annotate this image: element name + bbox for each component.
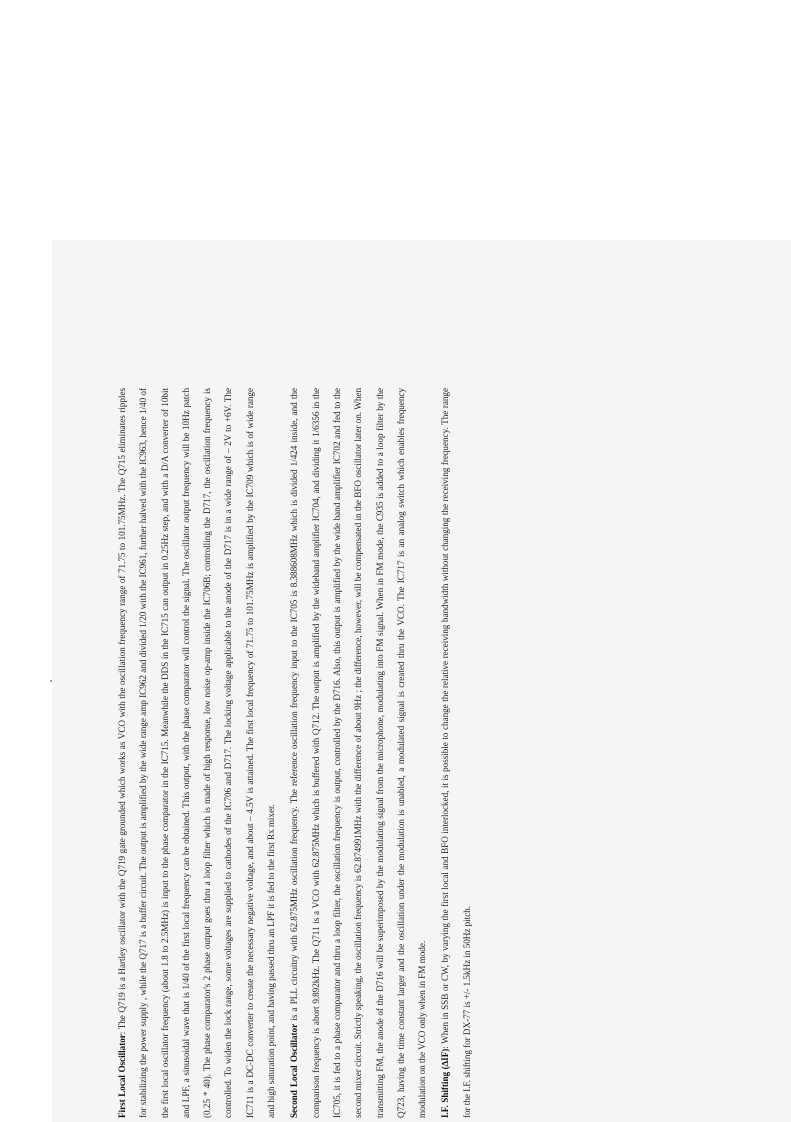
paragraph-body: is a PLL circuitry with 62.875MHz oscillation frequency. The reference oscillation frequency input to the IC705 is 8.388608MHz which is divided 1/424 inside, and the comparison frequency is abort 9.892kHz. The Q711 is a VCO with 62.875MHz which is buffered with Q712. The output is amplified by the wideband amplifier IC704, and dividing it 1/6356 in the IC705, it is fed to a phase comparator and thru a loop filter, the oscillation frequency is output, controlled by the D716. Also, this output is amplified by the wide band amplifier IC702 and fed to the second mixer circuit. Strictly speaking, the oscillation frequency is 62.874991MHz with the difference of about 9Hz ; the difference, however, will be compensated in the BFO oscillator later on. When transmitting FM, the anode of the D716 will be superimposed by the modulating signal from the microphone, modulating into FM signal. When in FM mode, the C935 is added to a loop filter by the Q723, having the time constant larger and the oscillation under the modulation is unabled, a modulated signal is created thru the VCO. The IC717 is an analog switch which enables frequency modulation on the VCO only when in FM mode. (289, 388, 428, 1118)
paragraph-if-shifting (435, 388, 478, 1118)
paragraph-heading: Second Local Oscillator (289, 1023, 300, 1118)
rotated-text-block (112, 388, 642, 1118)
paragraph-first-local-oscillator (112, 388, 282, 1118)
paragraph-heading: I.F. Shifting (∆IF) (440, 1048, 451, 1118)
paragraph-body: : The Q719 is a Hartley oscillator with the Q719 gate grounded which works as VCO with the oscillation frequency range of 71.75 to 101.75MHz. The Q715 eliminates ripples for stabilizing the power supply , while the Q717 is a buffer circuit. The output is amplified by the wide range amp IC962 and divided 1/20 with the IC961, further halved with the IC963, hence 1/40 of the first local oscillator frequency (about 1.8 to 2.5MHz) is input to the phase comparator in the IC715. Meanwhile the DDS in the IC715 can output in 0.25Hz step, and with a D/A converter of 10bit and LPF, a sinusoidal wave that is 1/40 of the first local frequency can be obtained. This output, with the phase comparator will control the signal. The oscillator output frequency will be 10Hz patch (0.25 * 40). The phase comparator's 2 phase output goes thru a loop filter which is made of high response, low noise op-amp inside the IC706B; controlling the D717, the oscillation frequency is controlled. To widen the lock range, some voltages are supplied to cathodes of the IC706 and D717. The locking voltage applicable to the anode of the D717 is in a wide range of – 2V to +6V. The IC711 is a DC-DC converter to create the necessary negative voltage, and about – 4.5V is attained. The first local frequency of 71.75 to 101.75MHz is amplified by the IC709 which is of wide range and high saturation point, and having passed thru an LPF it is fed to the first Rx mixer. (117, 387, 277, 1118)
paragraph-body: : When in SSB or CW, by varying the first local and BFO interlocked, it is possible to change the relative receiving bandwidth without changing the receiving frequency. The range for the I.F. shifting for DX-77 is +/- 1.5kHz in 50Hz pitch. (440, 387, 472, 1118)
paragraph-heading: First Local Oscillator (117, 1034, 127, 1118)
scan-speck (50, 680, 52, 682)
paragraph-second-local-oscillator (284, 388, 433, 1118)
